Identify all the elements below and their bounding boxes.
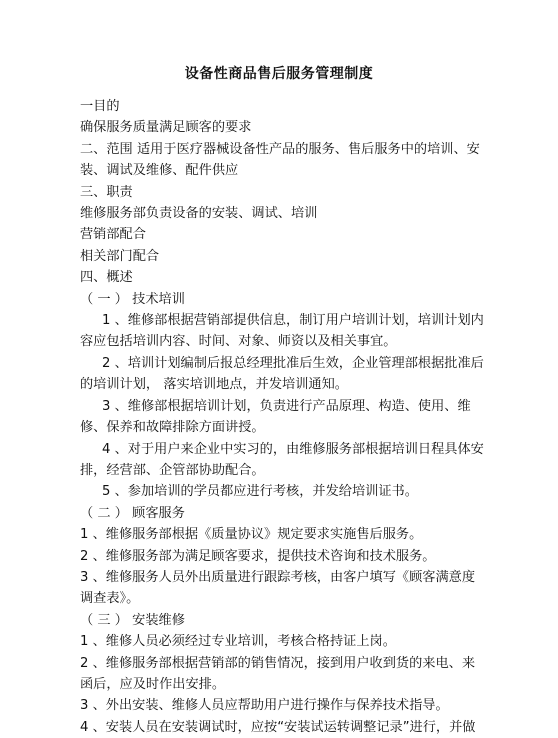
paragraph: 二、范围 适用于医疗器械设备性产品的服务、售后服务中的培训、安装、调试及维修、配件供应 bbox=[80, 141, 480, 179]
numbered-paragraph: 2 、培训计划编制后报总经理批准后生效，企业管理部根据批准后的培训计划， 落实培训地点，并发培训通知。 bbox=[80, 355, 484, 393]
numbered-paragraph: 5 、参加培训的学员都应进行考核，并发给培训证书。 bbox=[102, 484, 418, 500]
list-item: 3 、外出安装、维修人员应帮助用户进行操作与保养技术指导。 bbox=[80, 698, 449, 714]
list-item: 1 、维修服务部根据《质量协议》规定要求实施售后服务。 bbox=[80, 527, 423, 543]
section-heading: （ 三 ） 安装维修 bbox=[80, 612, 185, 628]
section-heading: 一目的 bbox=[80, 99, 120, 114]
paragraph: 相关部门配合 bbox=[80, 248, 160, 264]
section-heading: 三、职责 bbox=[80, 184, 133, 200]
paragraph: 营销部配合 bbox=[80, 227, 146, 243]
section-heading: （ 一 ） 技术培训 bbox=[80, 291, 185, 307]
numbered-paragraph: 4 、对于用户来企业中实习的，由维修服务部根据培训日程具体安排，经营部、企管部协助配合。 bbox=[80, 441, 484, 478]
paragraph: 维修服务部负责设备的安装、调试、培训 bbox=[80, 206, 318, 222]
paragraph: 确保服务质量满足顾客的要求 bbox=[80, 120, 252, 136]
document-title: 设备性商品售后服务管理制度 bbox=[184, 66, 374, 82]
numbered-paragraph: 1 、维修部根据营销部提供信息，制订用户培训计划，培训计划内容应包括培训内容、时间、对象、师资以及相关事宜。 bbox=[80, 313, 484, 350]
document-body bbox=[80, 96, 486, 738]
section-heading: 四、概述 bbox=[80, 270, 133, 286]
numbered-paragraph: 3 、维修部根据培训计划，负责进行产品原理、构造、使用、维修、保养和故障排除方面讲授。 bbox=[80, 398, 471, 436]
section-heading: （ 二 ） 顾客服务 bbox=[80, 505, 185, 521]
list-item: 2 、维修服务部根据营销部的销售情况，接到用户收到货的来电、来函后，应及时作出安排。 bbox=[80, 655, 476, 692]
list-item: 3 、维修服务人员外出质量进行跟踪考核，由客户填写《顾客满意度调查表》。 bbox=[80, 569, 476, 607]
list-item: 1 、维修人员必须经过专业培训，考核合格持证上岗。 bbox=[80, 634, 396, 650]
list-item: 4 、安装人员在安装调试时，应按“安装试运转调整记录”进行，并做 bbox=[80, 719, 476, 735]
list-item: 2 、维修服务部为满足顾客要求，提供技术咨询和技术服务。 bbox=[80, 548, 436, 564]
